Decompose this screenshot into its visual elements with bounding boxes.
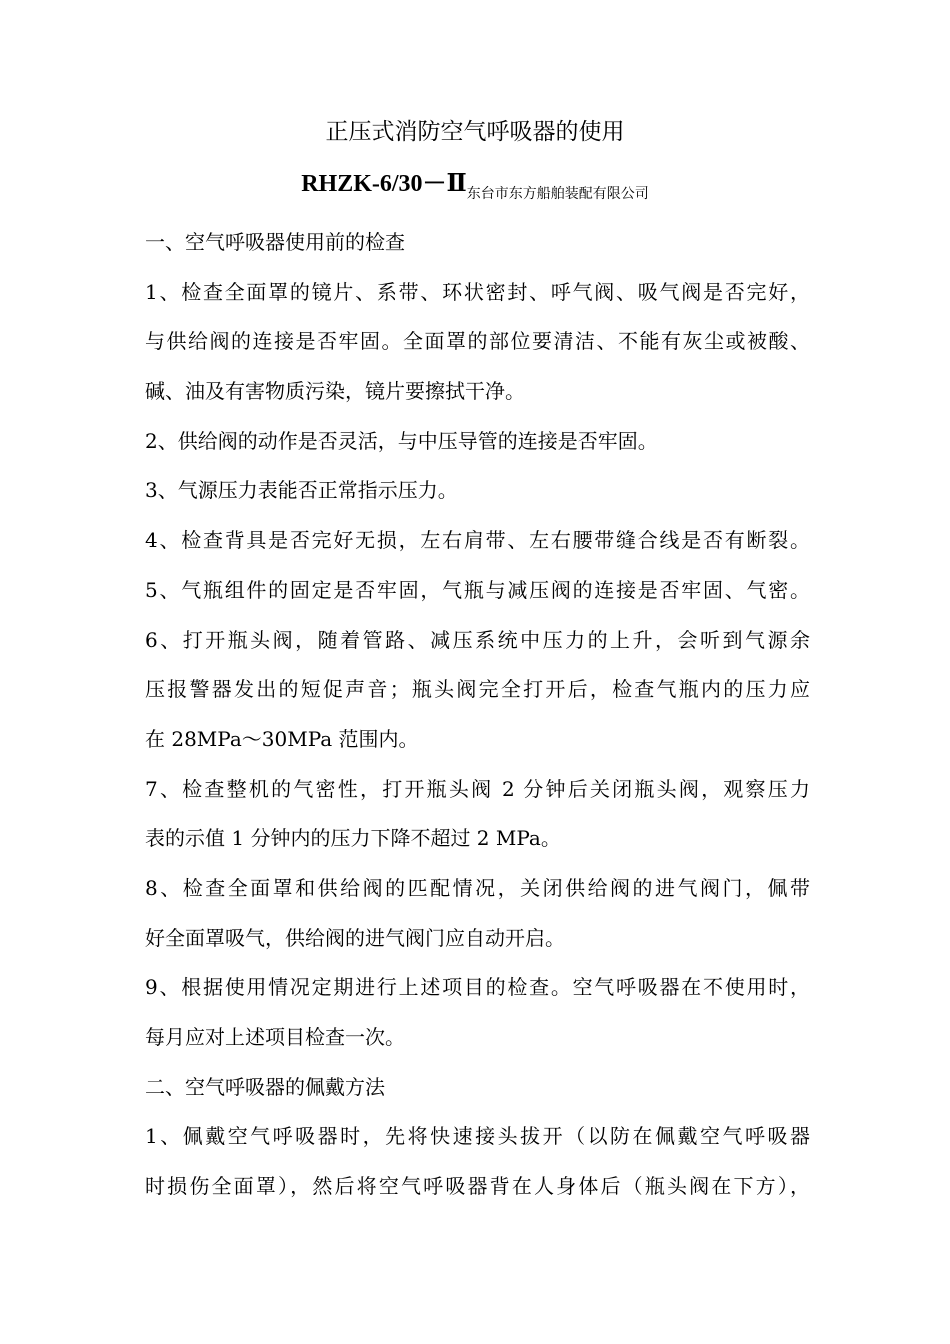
document-body	[145, 218, 810, 1212]
paragraph-line: 5、气瓶组件的固定是否牢固，气瓶与减压阀的连接是否牢固、气密。	[145, 577, 810, 602]
paragraph-line: 3、气源压力表能否正常指示压力。	[145, 478, 458, 503]
paragraph-line: 每月应对上述项目检查一次。	[145, 1025, 405, 1049]
paragraph-line: 表的示值 1 分钟内的压力下降不超过 2 MPa。	[145, 826, 561, 851]
document-subtitle	[0, 164, 950, 207]
section-heading: 二、空气呼吸器的佩戴方法	[145, 1074, 385, 1099]
paragraph-line: 7、检查整机的气密性，打开瓶头阀 2 分钟后关闭瓶头阀，观察压力	[145, 776, 810, 801]
model-number: RHZK-6/30－Ⅱ	[301, 171, 467, 197]
paragraph-line: 6、打开瓶头阀，随着管路、减压系统中压力的上升，会听到气源余	[145, 627, 810, 652]
paragraph-line: 压报警器发出的短促声音；瓶头阀完全打开后，检查气瓶内的压力应	[145, 677, 810, 702]
paragraph-line: 1、检查全面罩的镜片、系带、环状密封、呼气阀、吸气阀是否完好，	[145, 279, 810, 304]
paragraph-line: 在 28MPa～30MPa 范围内。	[145, 726, 419, 751]
paragraph-line: 2、供给阀的动作是否灵活，与中压导管的连接是否牢固。	[145, 428, 658, 453]
paragraph-line: 4、检查背具是否完好无损，左右肩带、左右腰带缝合线是否有断裂。	[145, 528, 810, 553]
company-name: 东台市东方船舶装配有限公司	[466, 186, 649, 202]
paragraph-line: 好全面罩吸气，供给阀的进气阀门应自动开启。	[145, 925, 565, 950]
document-title: 正压式消防空气呼吸器的使用	[325, 119, 625, 145]
paragraph-line: 与供给阀的连接是否牢固。全面罩的部位要清洁、不能有灰尘或被酸、	[145, 329, 810, 354]
paragraph-line: 1、佩戴空气呼吸器时，先将快速接头拔开（以防在佩戴空气呼吸器	[145, 1124, 810, 1149]
paragraph-line: 时损伤全面罩），然后将空气呼吸器背在人身体后（瓶头阀在下方），	[145, 1174, 810, 1199]
paragraph-line: 9、根据使用情况定期进行上述项目的检查。空气呼吸器在不使用时，	[145, 975, 810, 1000]
section-heading: 一、空气呼吸器使用前的检查	[145, 230, 405, 254]
paragraph-line: 8、检查全面罩和供给阀的匹配情况，关闭供给阀的进气阀门，佩带	[145, 875, 810, 900]
paragraph-line: 碱、油及有害物质污染，镜片要擦拭干净。	[145, 379, 525, 404]
